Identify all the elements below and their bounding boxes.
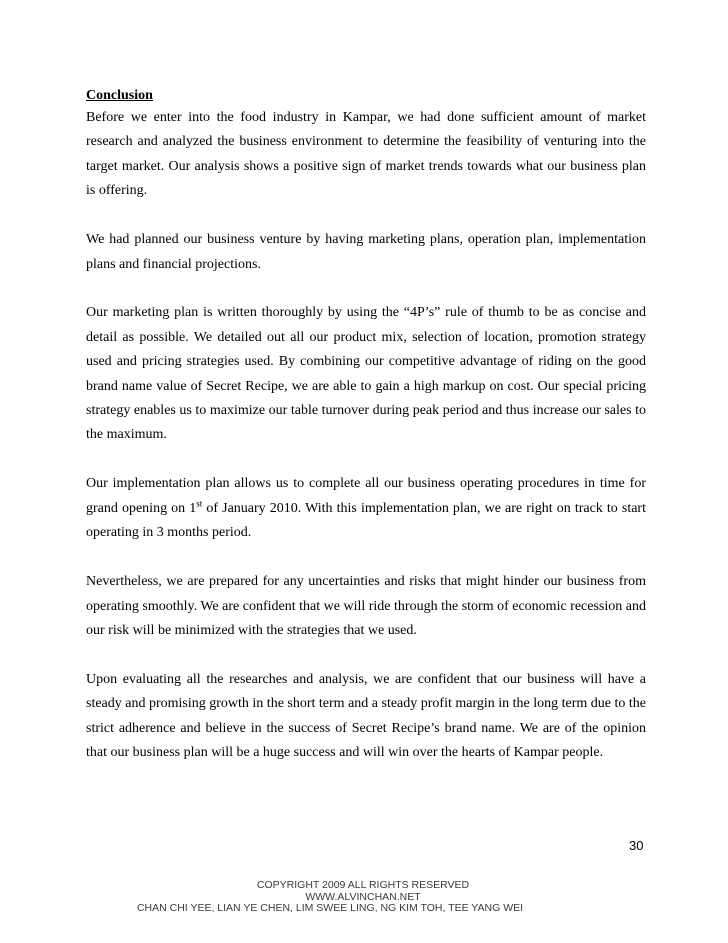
footer-website: WWW.ALVINCHAN.NET: [305, 890, 421, 903]
paragraph: Nevertheless, we are prepared for any uncertainties and risks that might hinder our business from operating smoothly. We are confident that we will ride through the storm of economic recession and our risk will be minimized with the strategies that we used.: [86, 574, 646, 638]
paragraph: Upon evaluating all the researches and analysis, we are confident that our business will have a steady and promising growth in the short term and a steady profit margin in the long term due to the strict adherence and believe in the success of Secret Recipe’s brand name. We are of the opinion that our business plan will be a huge success and will win over the hearts of Kampar people.: [86, 671, 647, 761]
document-body: [86, 86, 646, 790]
paragraph: Before we enter into the food industry in Kampar, we had done sufficient amount of market research and analyzed the business environment to determine the feasibility of venturing into the target market. Our analysis shows a positive sign of market trends towards what our business plan is offering.: [86, 110, 646, 199]
footer-authors: CHAN CHI YEE, LIAN YE CHEN, LIM SWEE LING, NG KIM TOH, TEE YANG WEI: [136, 902, 524, 914]
paragraph-text: Our implementation plan allows us to complete all our business operating procedures in time for grand opening on 1: [86, 476, 646, 516]
paragraph-text: of January 2010. With this implementation plan, we are right on track to start operating in 3 months period.: [86, 500, 646, 541]
paragraph: We had planned our business venture by having marketing plans, operation plan, implementation plans and financial projections.: [86, 232, 646, 272]
footer-copyright: COPYRIGHT 2009 ALL RIGHTS RESERVED: [256, 879, 470, 891]
page-number: 30: [629, 838, 644, 853]
ordinal-superscript: st: [196, 498, 203, 509]
page-footer: [0, 880, 728, 915]
implementation-paragraph: [86, 472, 646, 545]
paragraph: Our marketing plan is written thoroughly by using the “4P’s” rule of thumb to be as concise and detail as possible. We detailed out all our product mix, selection of location, promotion strategy used and pricing strategies used. By combining our competitive advantage of riding on the good brand name value of Secret Recipe, we are able to gain a high markup on cost. Our special pricing strategy enables us to maximize our table turnover during peak period and thus increase our sales to the maximum.: [86, 305, 646, 443]
section-heading: Conclusion: [86, 88, 153, 103]
